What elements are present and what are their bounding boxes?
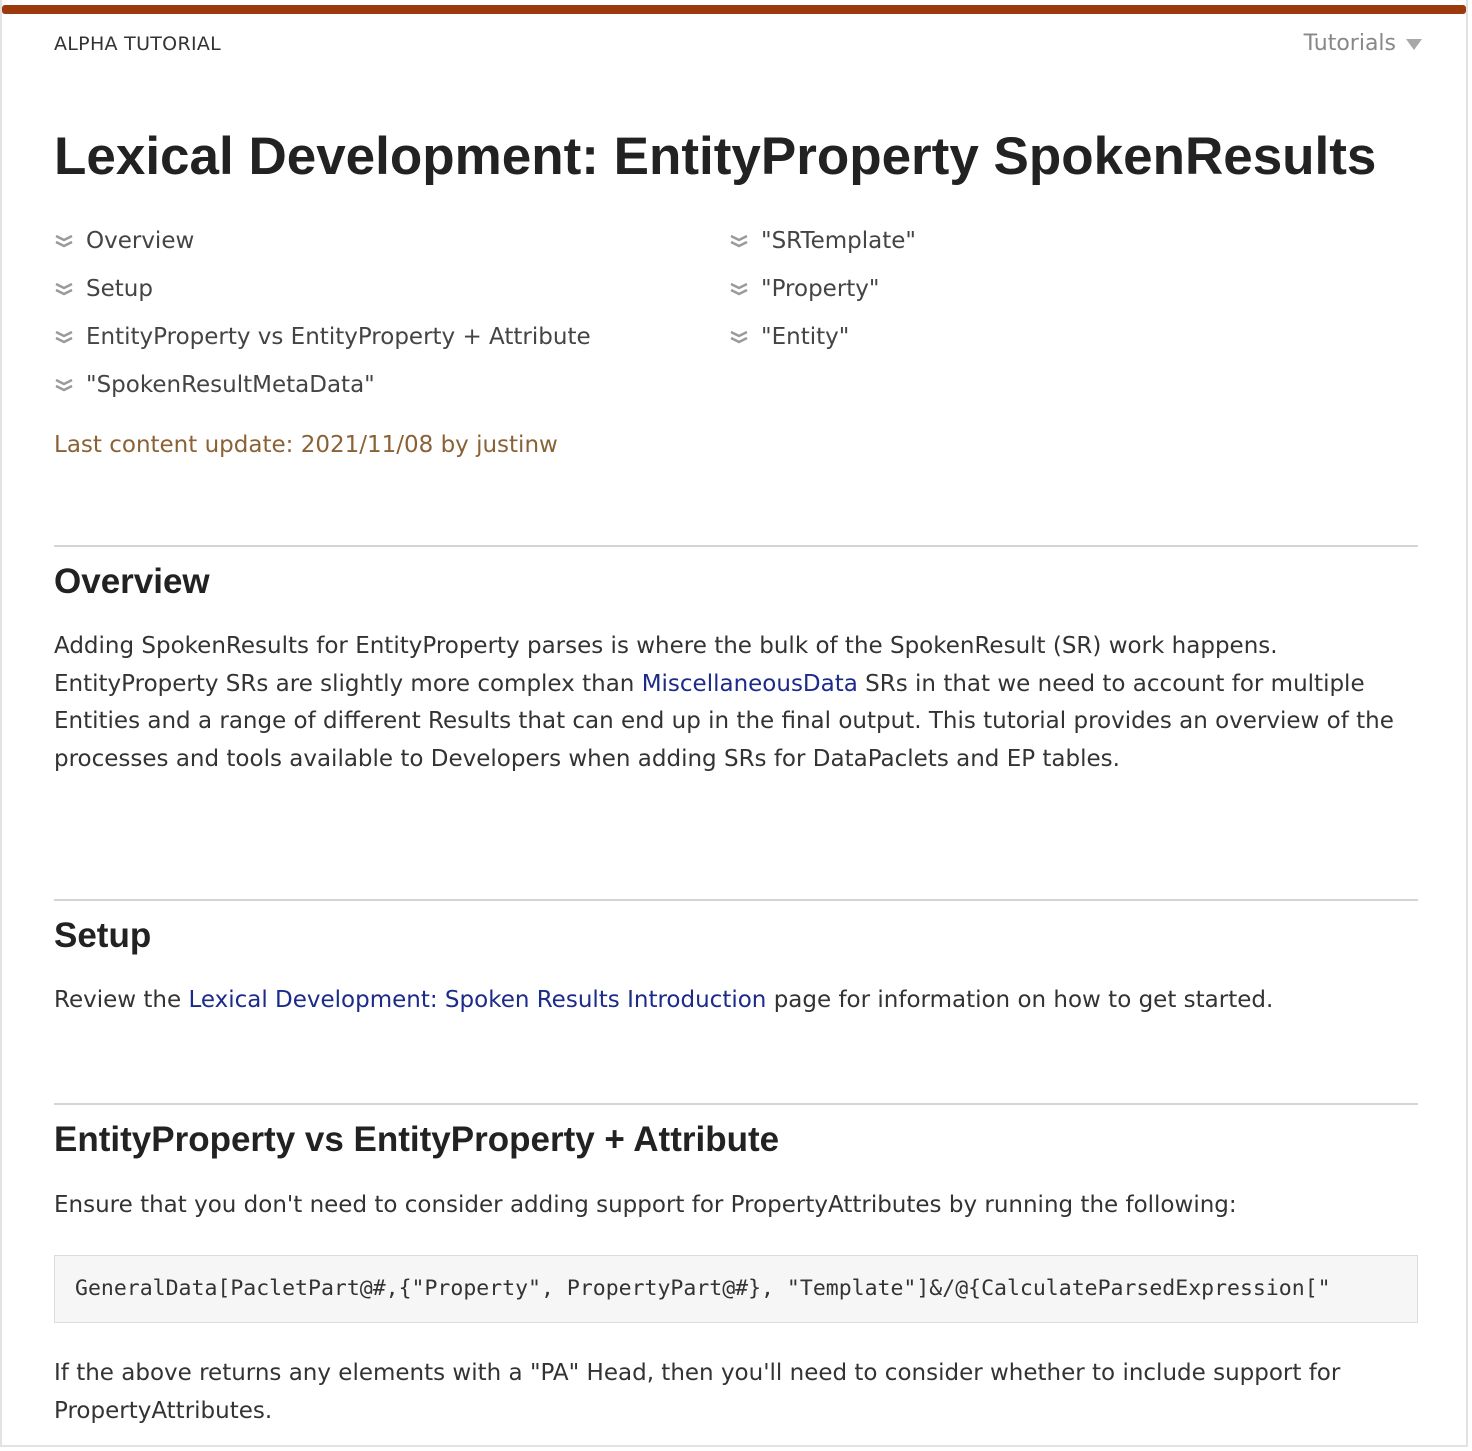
ep-attribute-intro: Ensure that you don't need to consider adding support for PropertyAttributes by running the following: bbox=[54, 1192, 1237, 1218]
setup-text-1: Review the bbox=[54, 987, 189, 1013]
toc-item-property[interactable] bbox=[729, 276, 916, 324]
last-update-note: Last content update: 2021/11/08 by justinw bbox=[54, 432, 558, 458]
toc-label: "Property" bbox=[761, 276, 880, 302]
tutorials-dropdown[interactable] bbox=[1304, 31, 1422, 56]
miscellaneousdata-link[interactable]: MiscellaneousData bbox=[641, 670, 858, 697]
toc-item-ep-vs-attribute[interactable] bbox=[54, 324, 591, 372]
toc-item-setup[interactable] bbox=[54, 276, 591, 324]
overview-text-1: Adding SpokenResults for EntityProperty parses is where the bulk of the SpokenResult (SR) work happens. EntityProperty SRs are slightly more complex than bbox=[54, 633, 1278, 697]
section-divider bbox=[54, 899, 1418, 901]
toc-item-overview[interactable] bbox=[54, 228, 591, 276]
toc-label: "Entity" bbox=[761, 324, 850, 350]
tutorial-type-label: ALPHA TUTORIAL bbox=[54, 33, 222, 55]
toc-label: "SRTemplate" bbox=[761, 228, 917, 254]
section-divider bbox=[54, 1103, 1418, 1105]
double-chevron-down-icon bbox=[729, 282, 749, 298]
top-accent-bar bbox=[2, 0, 1466, 15]
toc-label: "SpokenResultMetaData" bbox=[86, 372, 375, 398]
accent-stripe bbox=[2, 5, 1466, 14]
section-heading-ep-vs-attribute: EntityProperty vs EntityProperty + Attribute bbox=[54, 1120, 780, 1159]
page-title: Lexical Development: EntityProperty SpokenResults bbox=[54, 127, 1377, 186]
toc-label: Overview bbox=[86, 228, 195, 254]
toc-label: Setup bbox=[86, 276, 153, 302]
overview-text-2: SRs in that we need to account for multiple Entities and a range of different Results that can end up in the final output. This tutorial provides an overview of the processes and tools available to Developers when adding SRs for DataPaclets and EP tables. bbox=[54, 670, 1394, 772]
double-chevron-down-icon bbox=[729, 330, 749, 346]
section-heading-overview: Overview bbox=[54, 562, 210, 601]
double-chevron-down-icon bbox=[54, 234, 74, 250]
section-divider bbox=[54, 545, 1418, 547]
setup-paragraph bbox=[54, 982, 1418, 1020]
toc-column-2 bbox=[729, 228, 916, 372]
caret-down-icon bbox=[1406, 39, 1422, 50]
toc-item-spokenresultmetadata[interactable] bbox=[54, 372, 591, 420]
double-chevron-down-icon bbox=[54, 282, 74, 298]
code-block[interactable] bbox=[54, 1255, 1418, 1323]
double-chevron-down-icon bbox=[54, 378, 74, 394]
toc-label: EntityProperty vs EntityProperty + Attribute bbox=[86, 324, 591, 350]
tutorials-label: Tutorials bbox=[1303, 31, 1396, 56]
double-chevron-down-icon bbox=[54, 330, 74, 346]
toc-item-srtemplate[interactable] bbox=[729, 228, 916, 276]
toc-item-entity[interactable] bbox=[729, 324, 916, 372]
code-text: GeneralData[PacletPart@#,{"Property", PropertyPart@#}, "Template"]&/@{CalculateParsedExpression[" bbox=[75, 1276, 1331, 1301]
setup-text-2: page for information on how to get started. bbox=[766, 987, 1274, 1013]
overview-paragraph bbox=[54, 628, 1418, 778]
ep-attribute-outro: If the above returns any elements with a "PA" Head, then you'll need to consider whether to include support for PropertyAttributes. bbox=[54, 1360, 1341, 1424]
double-chevron-down-icon bbox=[729, 234, 749, 250]
spoken-results-intro-link[interactable]: Lexical Development: Spoken Results Introduction bbox=[188, 987, 767, 1013]
section-heading-setup: Setup bbox=[54, 916, 152, 955]
toc-column-1 bbox=[54, 228, 591, 420]
